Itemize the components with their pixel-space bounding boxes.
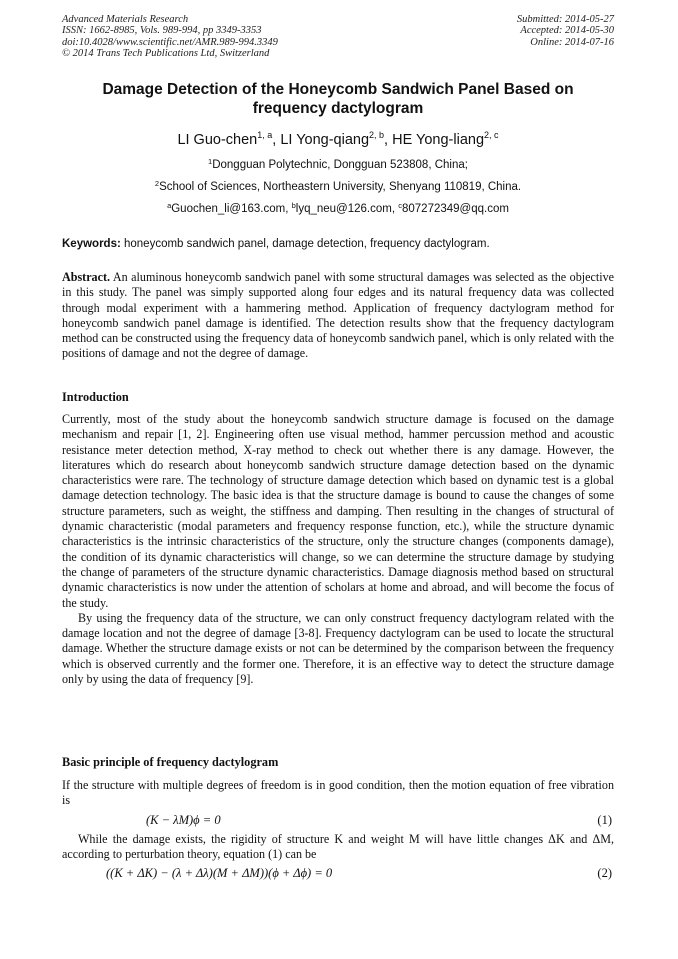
affiliation-text: School of Sciences, Northeastern University, Shenyang 110819, China.: [159, 181, 522, 193]
journal-name: Advanced Materials Research: [62, 14, 189, 25]
email-list: [62, 202, 614, 216]
submitted-date: Submitted: 2014-05-27: [516, 14, 614, 25]
keywords-text: honeycomb sandwich panel, damage detection, frequency dactylogram.: [120, 238, 490, 250]
journal-info: [62, 14, 278, 60]
author-sep: ,: [272, 132, 281, 148]
email-sup: c: [398, 201, 402, 210]
author-sup: 1, a: [257, 130, 273, 140]
affiliation-sup: 2: [154, 179, 160, 188]
affiliation-text: Dongguan Polytechnic, Dongguan 523808, China;: [212, 159, 468, 171]
abstract-text: An aluminous honeycomb sandwich panel with some structural damages was selected as the objective in this study. The panel was simply supported along four edges and its natural frequency data was collected through modal experiment with a hammering method. Application of frequency dactylogram method for honeycomb sandwich panel damage is identified. The detection results show that the frequency dactylogram method can be constructed using the frequency data of honeycomb sandwich panel, which is only related with the positions of damage and not the degree of damage.: [62, 270, 614, 361]
title-line-1: Damage Detection of the Honeycomb Sandwich Panel Based on: [102, 81, 574, 98]
abstract-label: Abstract.: [62, 270, 111, 284]
accepted-date: Accepted: 2014-05-30: [520, 25, 614, 37]
submission-dates: [517, 14, 614, 48]
email-link[interactable]: 807272349@qq.com: [401, 203, 509, 215]
email-sup: a: [167, 201, 172, 210]
author-list: [62, 131, 614, 149]
email-sup: b: [291, 201, 296, 210]
copyright-line: © 2014 Trans Tech Publications Ltd, Switzerland: [62, 48, 270, 60]
principle-paragraph-1: [62, 778, 614, 809]
introduction-paragraph-1: Currently, most of the study about the honeycomb sandwich structure damage is focused on the damage mechanism and repair [1, 2]. Engineering often use visual method, hammer percussion method and acoustic resistance meter detection method, X-ray method to check out whether there is any damage. However, the literatures which do research about honeycomb sandwich structure damage detection based on the dynamic characteristics were rare. The technology of structure damage detection which based on dynamic test is a global damage detection technology. The basic idea is that the structure damage is bound to cause the changes of some structure parameters, such as weight, the stiffness and damping. Then resulting in the changes of structural of dynamic characteristic (modal parameters and frequency response function, etc.), while the structure dynamic characteristics is the intrinsic characteristics of the structure, only the structure changes (components damage), the condition of its dynamic characteristics will change, so we can determine the structure damage by studying the change of parameters of the structure dynamic characteristics. Damage diagnosis method based on structural dynamic characteristics is now under the attention of scholars at home and abroad, and will become the focus of the study.: [62, 412, 614, 610]
email-link[interactable]: Guochen_li@163.com,: [171, 203, 292, 215]
keywords-label: Keywords:: [62, 238, 121, 250]
abstract: [62, 270, 614, 362]
affiliation-2: [62, 180, 614, 194]
online-date: Online: 2014-07-16: [530, 36, 614, 48]
equation-1-formula: (K − λM)ϕ = 0: [146, 813, 221, 827]
author-name: LI Yong-qiang: [280, 132, 370, 148]
affiliation-sup: 1: [208, 157, 213, 166]
introduction-heading: Introduction: [62, 390, 129, 404]
paper-title: [62, 80, 614, 118]
equation-2: [62, 866, 614, 883]
introduction-body: [62, 412, 614, 687]
equation-2-number: (2): [597, 866, 612, 880]
doi-line: doi:10.4028/www.scientific.net/AMR.989-994.3349: [62, 36, 278, 48]
affiliation-1: [62, 158, 614, 172]
principle-text-2: While the damage exists, the rigidity of structure K and weight M will have little changes ΔK and ΔM, according to perturbation theory, equation (1) can be: [62, 832, 614, 862]
keywords: [62, 237, 614, 251]
principle-heading: Basic principle of frequency dactylogram: [62, 755, 279, 769]
author-sup: 2, b: [369, 130, 385, 140]
issn-line: ISSN: 1662-8985, Vols. 989-994, pp 3349-3353: [62, 25, 262, 37]
author-name: LI Guo-chen: [177, 132, 258, 148]
principle-text-1: If the structure with multiple degrees of freedom is in good condition, then the motion equation of free vibration is: [62, 778, 614, 808]
equation-2-formula: ((K + ΔK) − (λ + Δλ)(M + ΔM))(ϕ + Δϕ) = 0: [106, 866, 333, 880]
title-line-2: frequency dactylogram: [252, 100, 424, 117]
author-sup: 2, c: [484, 130, 499, 140]
author-name: HE Yong-liang: [392, 132, 485, 148]
author-sep: ,: [384, 132, 393, 148]
principle-paragraph-2: [62, 832, 614, 863]
introduction-paragraph-2: By using the frequency data of the structure, we can only construct frequency dactylogram related with the damage location and not the degree of damage [3-8]. Frequency dactylogram can be used to locate the structural damage. Whether the structure damage exists or not can be determined by the comparison between the frequency which is observed currently and the former one. Therefore, it is an effective way to detect the structure damage only by using the data of frequency [9].: [62, 610, 614, 687]
equation-1: [62, 813, 614, 830]
equation-1-number: (1): [597, 813, 612, 827]
email-link[interactable]: lyq_neu@126.com,: [295, 203, 399, 215]
